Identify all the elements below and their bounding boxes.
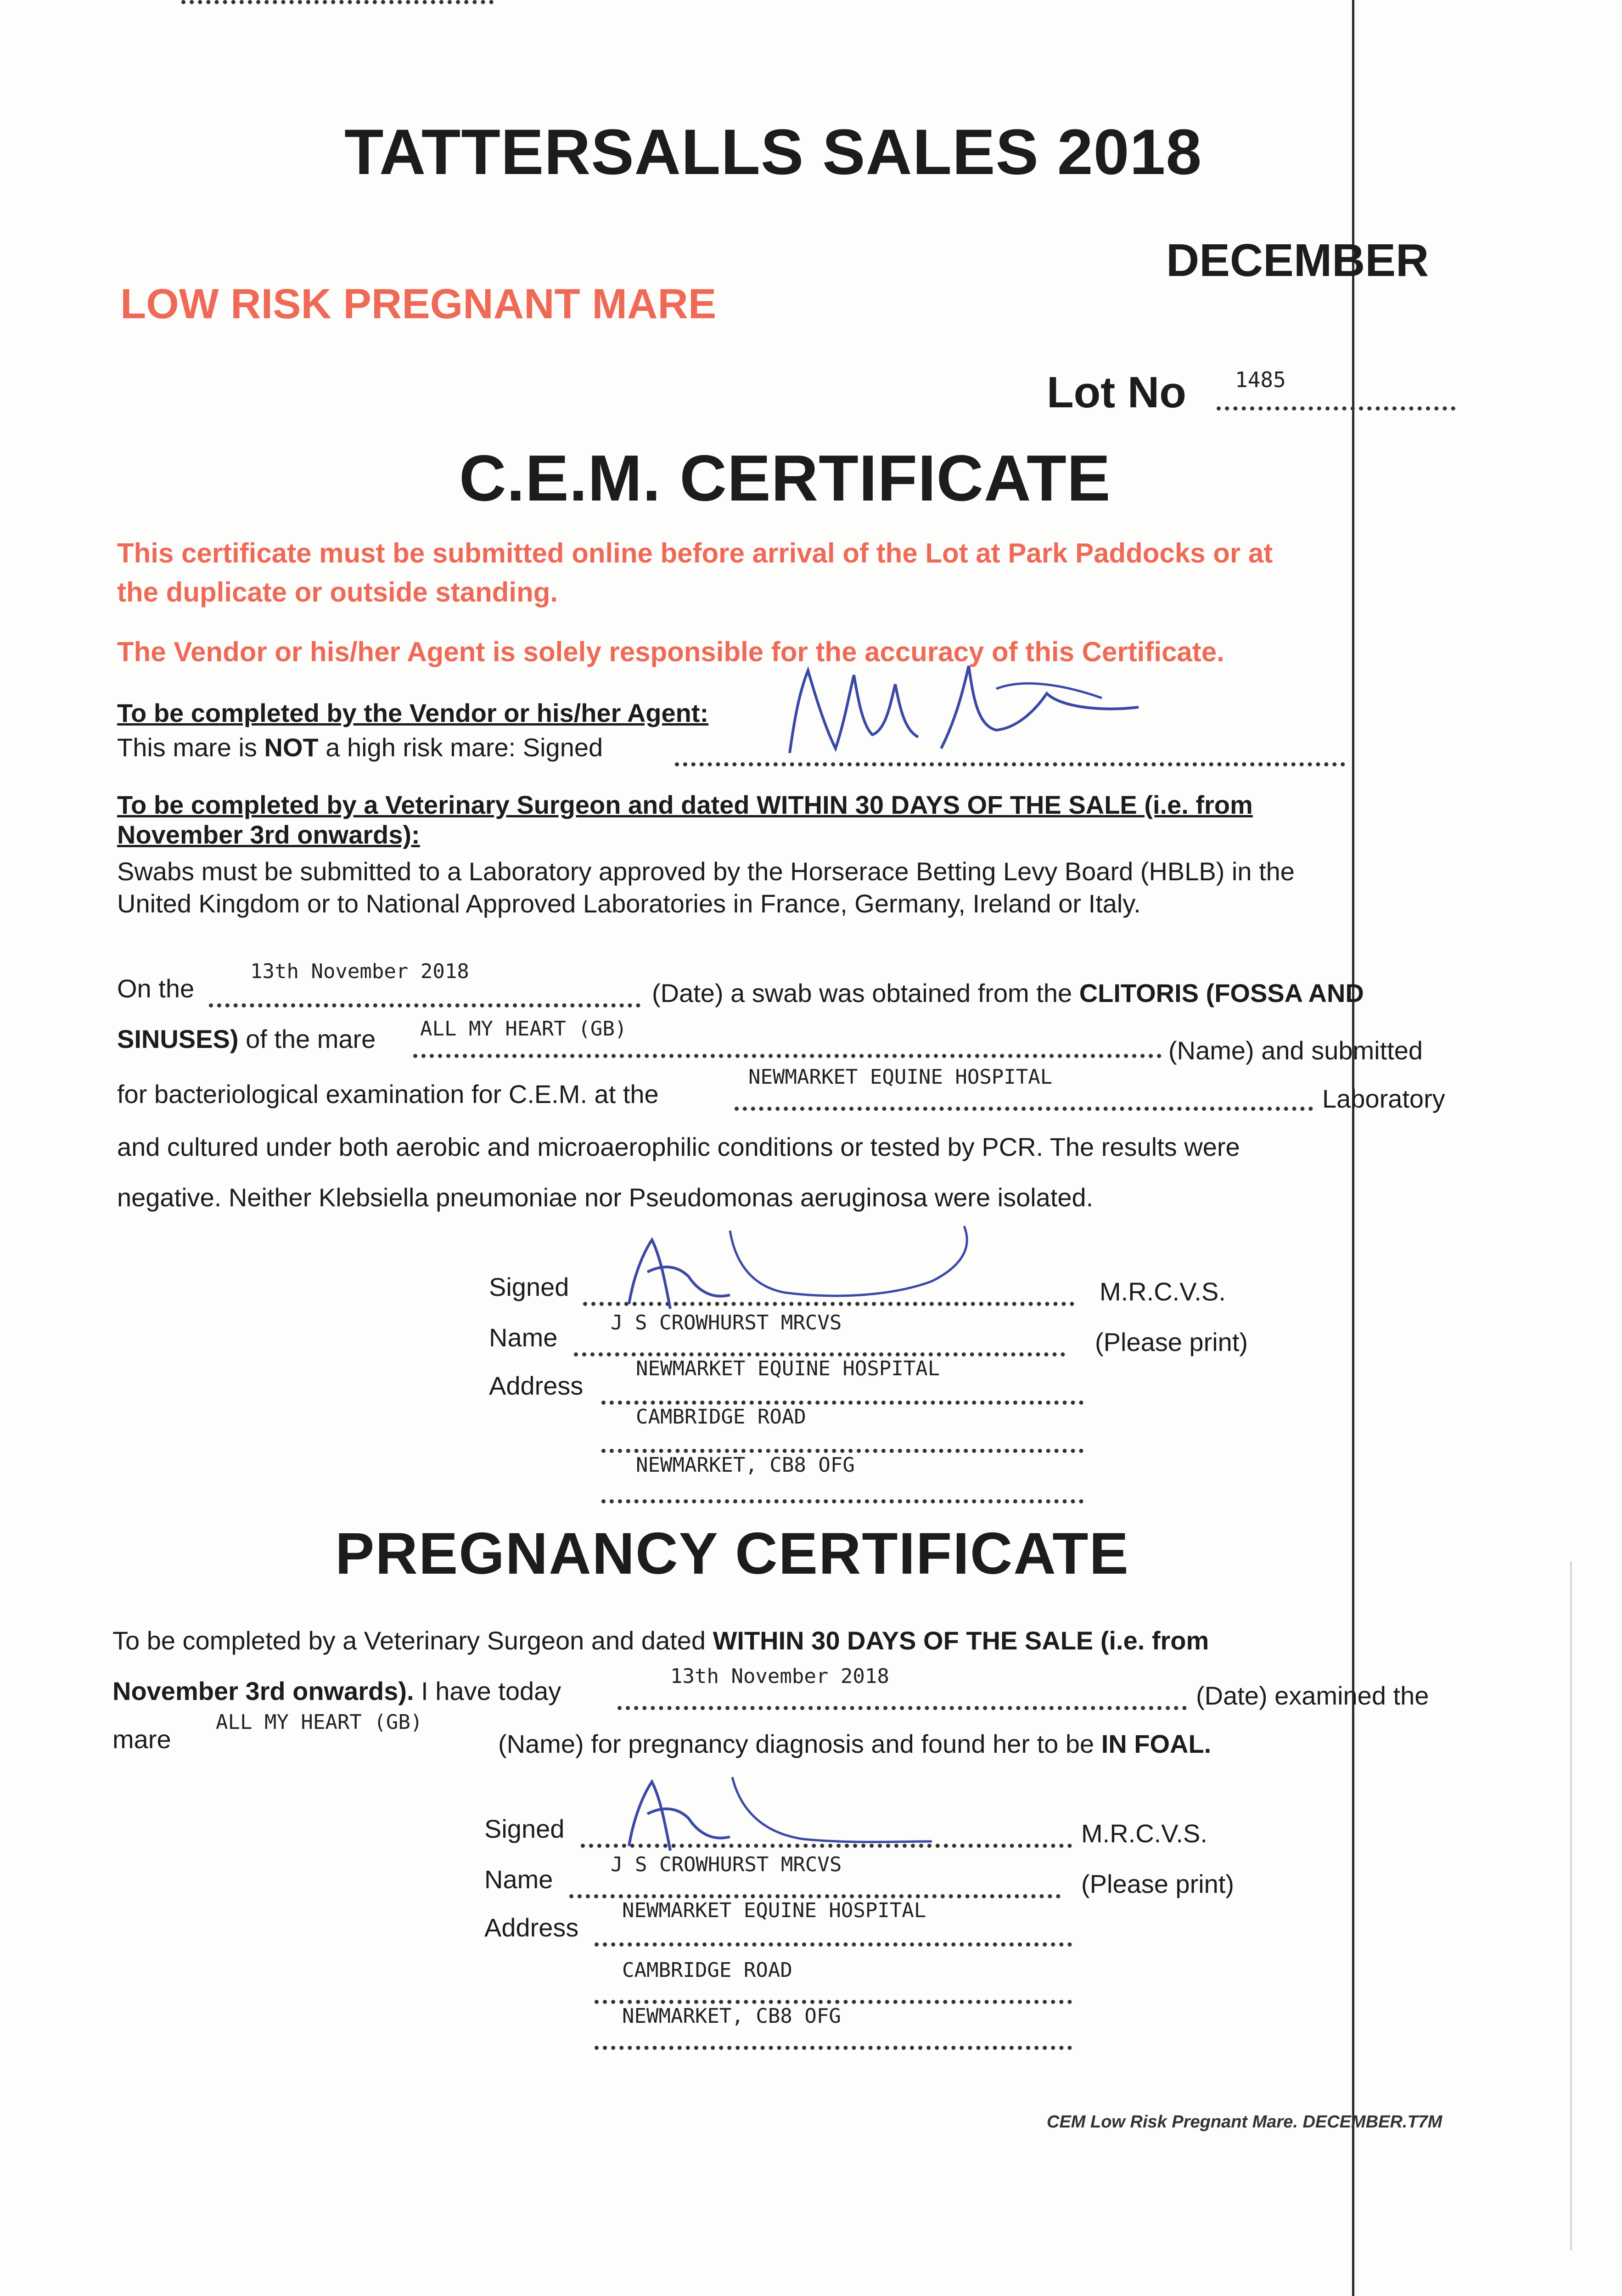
cem-address-line-2 <box>601 1449 1083 1453</box>
cem-mare-name-line <box>413 1054 1162 1058</box>
on-the-label: On the <box>117 974 195 1003</box>
vet-section-heading: To be completed by a Veterinary Surgeon and dated WITHIN 30 DAYS OF THE SALE (i.e. from <box>117 790 1253 819</box>
pregnancy-address-3: NEWMARKET, CB8 OFG <box>622 2004 841 2028</box>
cem-vet-name-line <box>574 1352 1065 1356</box>
pregnancy-vet-name: J S CROWHURST MRCVS <box>611 1853 842 1876</box>
pregnancy-address-line-2 <box>595 2000 1072 2004</box>
exam-text: for bacteriological examination for C.E.M. at the <box>117 1080 659 1109</box>
pregnancy-address-line-3 <box>595 2046 1072 2050</box>
swab-site-cont: SINUSES) of the mare <box>117 1024 376 1053</box>
pregnancy-mrcvs-label: M.R.C.V.S. <box>1081 1819 1207 1848</box>
cem-please-print: (Please print) <box>1095 1328 1248 1356</box>
cem-address-label: Address <box>489 1371 584 1400</box>
scan-fold-line <box>1352 0 1354 2296</box>
online-submission-notice-cont: the duplicate or outside standing. <box>117 577 558 608</box>
mare-category: LOW RISK PREGNANT MARE <box>120 281 717 327</box>
cem-address-1: NEWMARKET EQUINE HOSPITAL <box>636 1357 940 1380</box>
pregnancy-please-print: (Please print) <box>1081 1869 1235 1898</box>
lot-number-line <box>1217 406 1455 411</box>
vendor-statement: This mare is NOT a high risk mare: Signed <box>117 733 603 762</box>
vendor-section-heading: To be completed by the Vendor or his/her Agent: <box>117 698 709 727</box>
lot-label: Lot No <box>1047 368 1186 417</box>
pregnancy-instruction: To be completed by a Veterinary Surgeon and dated WITHIN 30 DAYS OF THE SALE (i.e. from <box>112 1626 1209 1655</box>
culture-text: and cultured under both aerobic and microaerophilic conditions or tested by PCR. The results were <box>117 1132 1240 1161</box>
cem-vet-name: J S CROWHURST MRCVS <box>611 1311 842 1334</box>
pregnancy-signed-label: Signed <box>484 1814 565 1843</box>
cem-address-line-3 <box>601 1499 1083 1503</box>
pregnancy-address-line-1 <box>595 1942 1072 1947</box>
cem-address-2: CAMBRIDGE ROAD <box>636 1405 806 1429</box>
swab-rule: Swabs must be submitted to a Laboratory approved by the Horserace Betting Levy Board (HBLB) in the <box>117 857 1295 886</box>
cem-mrcvs-label: M.R.C.V.S. <box>1100 1277 1226 1306</box>
cem-mare-name: ALL MY HEART (GB) <box>420 1017 627 1041</box>
pregnancy-certificate-title: PREGNANCY CERTIFICATE <box>335 1521 1129 1587</box>
pregnancy-date-suffix: (Date) examined the <box>1196 1681 1429 1710</box>
cem-address-line-1 <box>601 1401 1083 1405</box>
lab-name: NEWMARKET EQUINE HOSPITAL <box>748 1065 1053 1089</box>
cem-certificate-title: C.E.M. CERTIFICATE <box>459 442 1111 515</box>
pregnancy-mare-label: mare <box>112 1725 171 1754</box>
pregnancy-address-1: NEWMARKET EQUINE HOSPITAL <box>622 1899 926 1922</box>
pregnancy-address-2: CAMBRIDGE ROAD <box>622 1958 792 1982</box>
lot-number: 1485 <box>1235 367 1286 392</box>
swab-date-suffix: (Date) a swab was obtained from the CLITORIS (FOSSA AND <box>652 979 1364 1007</box>
online-submission-notice: This certificate must be submitted online before arrival of the Lot at Park Paddocks or at <box>117 538 1273 568</box>
scan-edge-shadow <box>1570 1561 1572 2250</box>
pregnancy-exam-line: November 3rd onwards). I have today <box>112 1677 561 1705</box>
vendor-responsibility-notice: The Vendor or his/her Agent is solely responsible for the accuracy of this Certificate. <box>117 636 1224 667</box>
pregnancy-name-label: Name <box>484 1865 553 1894</box>
name-submitted-label: (Name) and submitted <box>1168 1036 1423 1065</box>
pregnancy-address-label: Address <box>484 1913 579 1942</box>
sales-title: TATTERSALLS SALES 2018 <box>344 116 1202 188</box>
swab-rule-cont: United Kingdom or to National Approved Laboratories in France, Germany, Ireland or Italy. <box>117 889 1141 918</box>
pregnancy-vet-signature <box>611 1754 1024 1864</box>
form-code: CEM Low Risk Pregnant Mare. DECEMBER.T7M <box>1047 2112 1442 2132</box>
cem-name-label: Name <box>489 1323 558 1352</box>
swab-date-line <box>209 1003 640 1007</box>
negative-result-text: negative. Neither Klebsiella pneumoniae nor Pseudomonas aeruginosa were isolated. <box>117 1183 1094 1212</box>
pregnancy-date-line <box>617 1706 1187 1710</box>
pregnancy-date: 13th November 2018 <box>670 1665 889 1688</box>
sale-month: DECEMBER <box>1166 235 1429 286</box>
pregnancy-diagnosis-text: (Name) for pregnancy diagnosis and found her to be IN FOAL. <box>498 1729 1212 1758</box>
laboratory-label: Laboratory <box>1322 1084 1445 1113</box>
pregnancy-mare-name-line <box>181 0 494 4</box>
swab-date: 13th November 2018 <box>250 960 469 983</box>
cem-address-3: NEWMARKET, CB8 OFG <box>636 1453 855 1477</box>
pregnancy-vet-name-line <box>569 1894 1061 1898</box>
vendor-signature <box>780 638 1194 776</box>
lab-name-line <box>735 1107 1313 1111</box>
cem-signed-label: Signed <box>489 1272 569 1301</box>
vet-section-heading-cont: November 3rd onwards): <box>117 820 420 849</box>
pregnancy-mare-name: ALL MY HEART (GB) <box>216 1711 423 1734</box>
cem-vet-signature <box>611 1212 1024 1322</box>
